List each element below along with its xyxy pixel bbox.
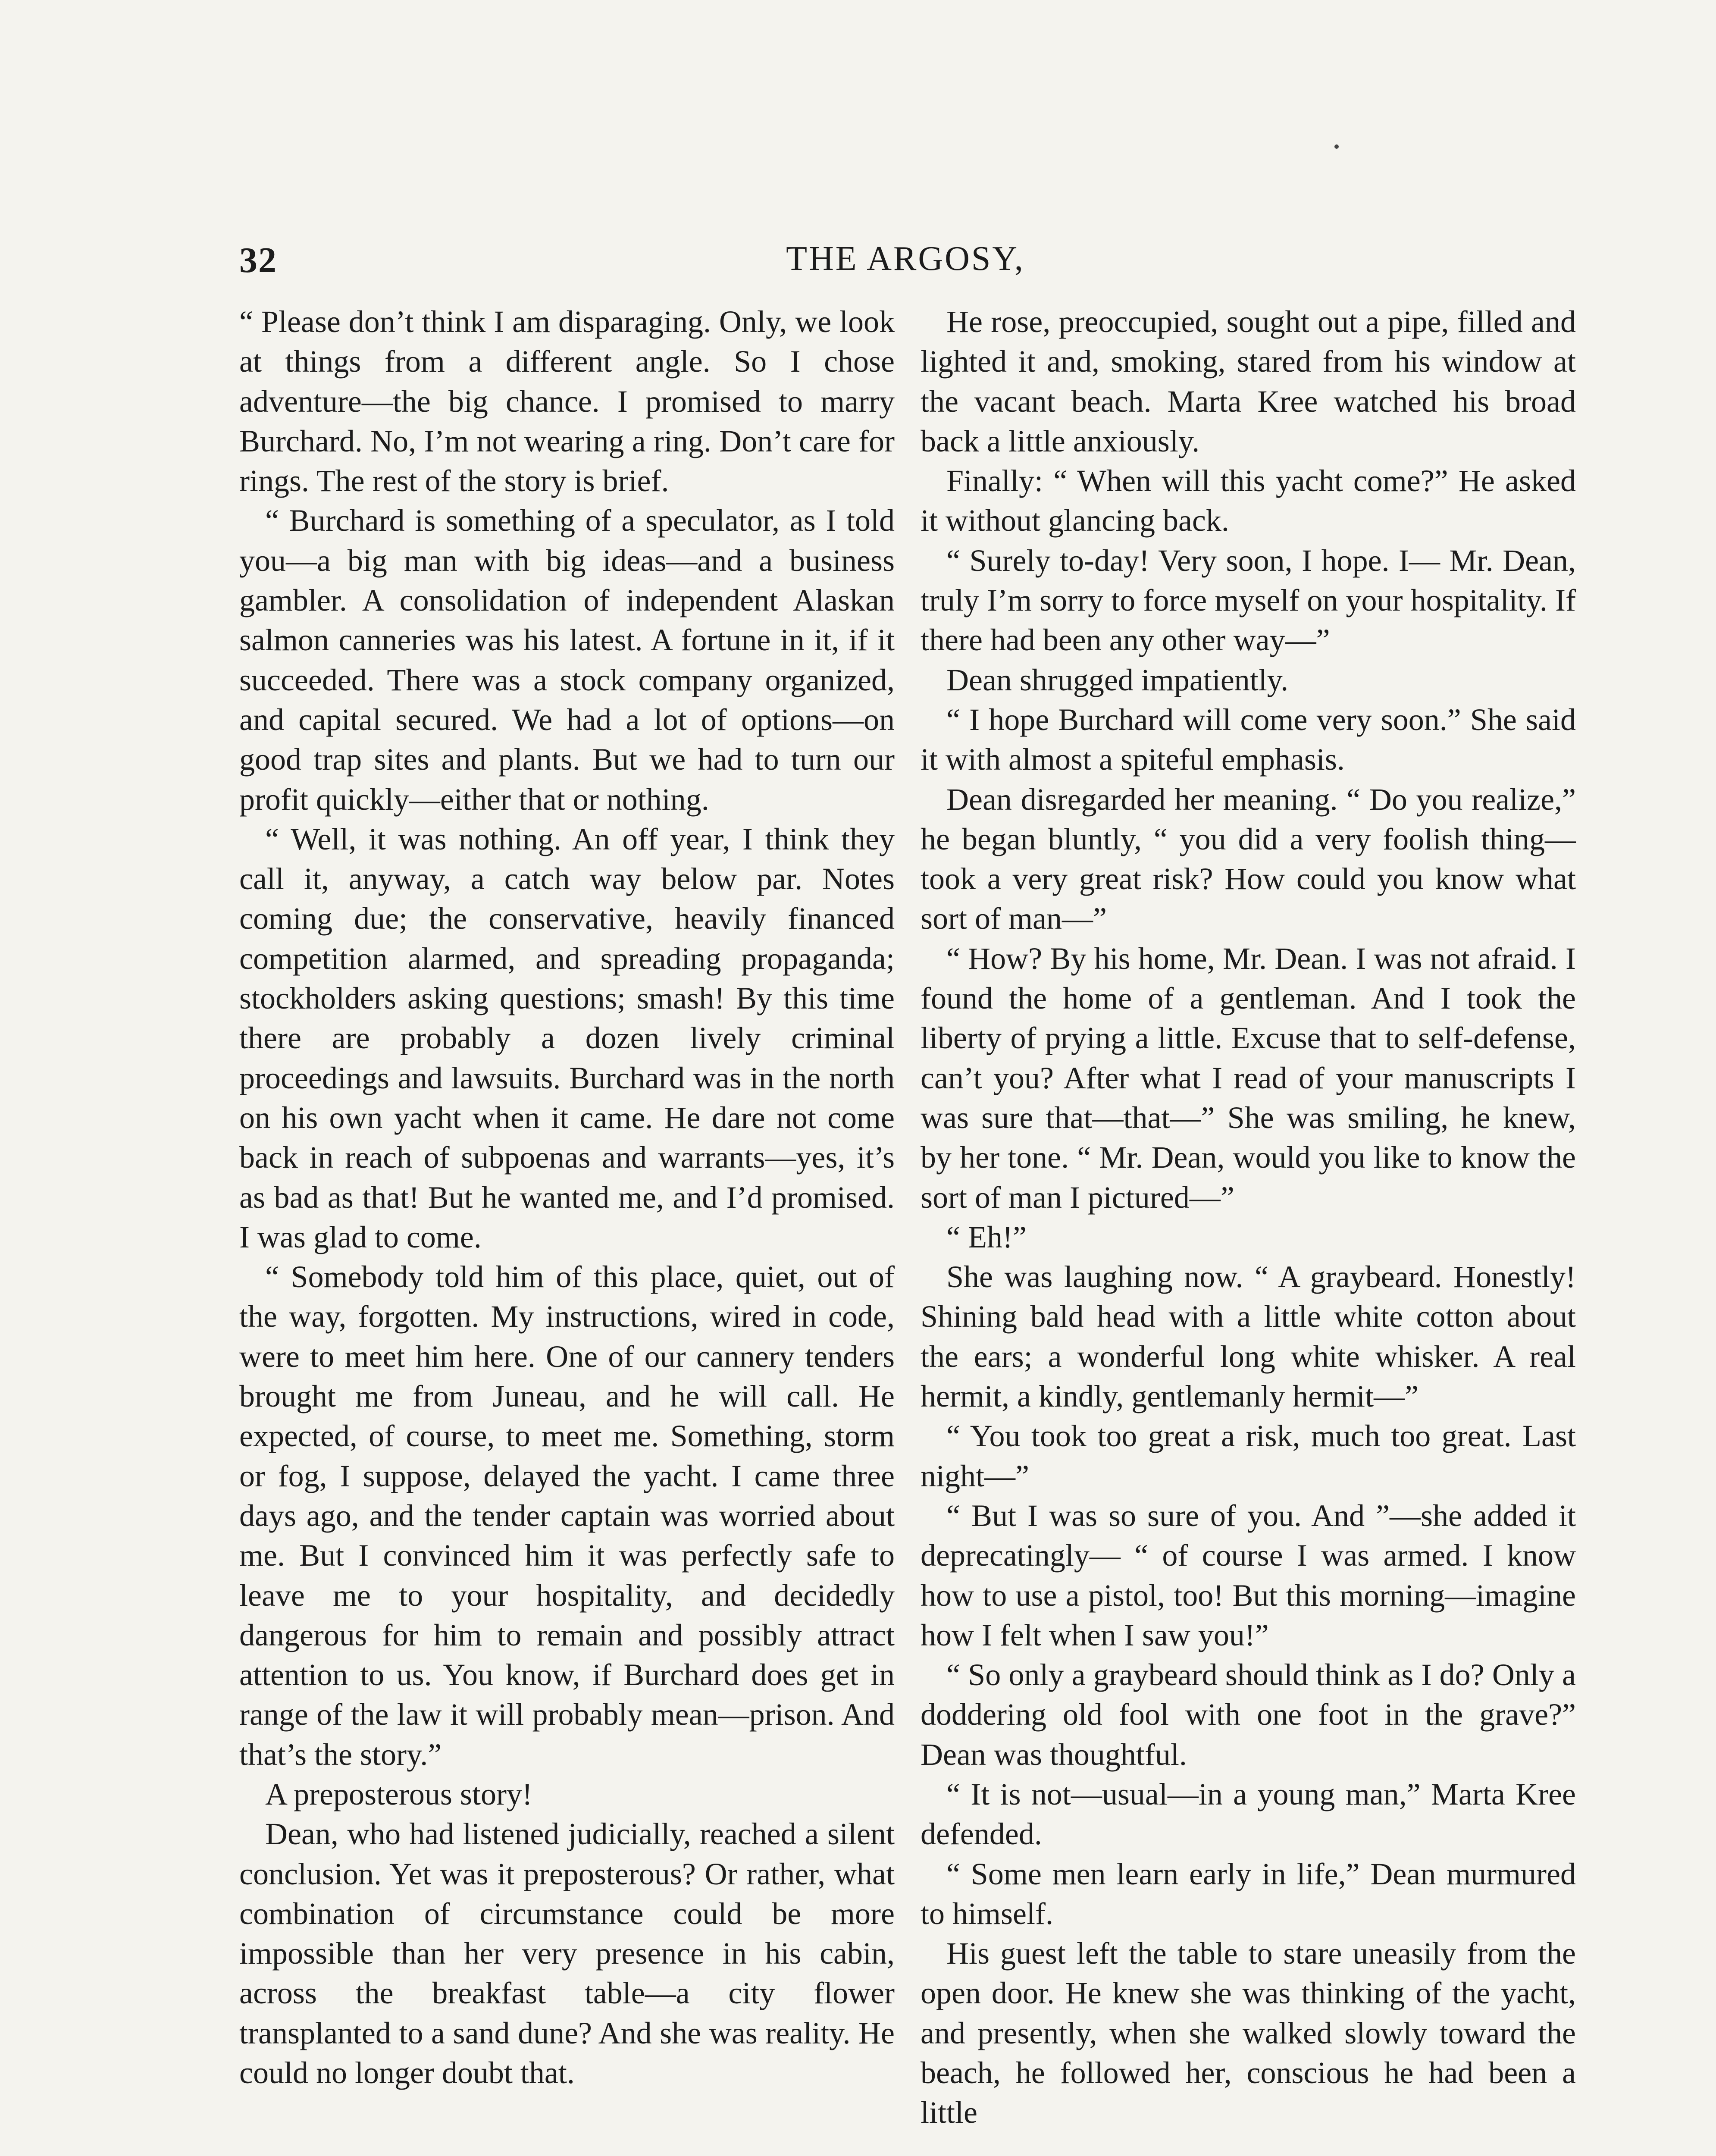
paragraph: “ But I was so sure of you. And ”—she added it deprecatingly— “ of course I was armed. I know how to use a pistol, too! But this morning—imagine how I felt when I saw you!” xyxy=(921,1498,1576,1652)
paragraph: His guest left the table to stare uneasily from the open door. He knew she was thinking of the yacht, and presently, when she walked slowly toward the beach, he followed her, conscious he had been a little xyxy=(921,1936,1576,2130)
paragraph: “ Burchard is something of a speculator, as I told you—a big man with big ideas—and a business gambler. A consolidation of independent Alaskan salmon canneries was his latest. A fortune in it, if it succeeded. There was a stock company organized, and capital secured. We had a lot of options—on good trap sites and plants. But we had to turn our profit quickly—either that or nothing. xyxy=(239,503,895,817)
paragraph: “ Please don’t think I am disparaging. Only, we look at things from a different angle. So I chose adventure—the big chance. I promised to marry Burchard. No, I’m not wearing a ring. Don’t care for rings. The rest of the story is brief. xyxy=(239,304,895,498)
paragraph: Finally: “ When will this yacht come?” He asked it without glancing back. xyxy=(921,464,1576,538)
paragraph: “ So only a graybeard should think as I do? Only a doddering old fool with one foot in the grave?” Dean was thoughtful. xyxy=(921,1658,1576,1772)
left-column xyxy=(239,302,895,2093)
paragraph: “ Well, it was nothing. An off year, I think they call it, anyway, a catch way below par. Notes coming due; the conservative, heavily financed competition alarmed, and spreading propaganda; stockholders asking questions; smash! By this time there are probably a dozen lively criminal proceedings and lawsuits. Burchard was in the north on his own yacht when it came. He dare not come back in reach of subpoenas and warrants—yes, it’s as bad as that! But he wanted me, and I’d promised. I was glad to come. xyxy=(239,821,895,1254)
paragraph: Dean shrugged impatiently. xyxy=(946,662,1289,697)
print-speck xyxy=(1334,144,1339,149)
page-header xyxy=(239,239,1572,287)
paragraph: “ You took too great a risk, much too great. Last night—” xyxy=(921,1419,1576,1493)
paragraph: “ Somebody told him of this place, quiet, out of the way, forgotten. My instructions, wired in code, were to meet him here. One of our cannery tenders brought me from Juneau, and he will call. He expected, of course, to meet me. Something, storm or fog, I suppose, delayed the yacht. I came three days ago, and the tender captain was worried about me. But I convinced him it was perfectly safe to leave me to your hospitality, and decidedly dangerous for him to remain and possibly attract attention to us. You know, if Burchard does get in range of the law it will probably mean—prison. And that’s the story.” xyxy=(239,1260,895,1772)
paragraph: Dean, who had listened judicially, reached a silent conclusion. Yet was it preposterous? Or rather, what combination of circumstance could be more impossible than her very presence in his cabin, across the breakfast table—a city flower transplanted to a sand dune? And she was reality. He could no longer doubt that. xyxy=(239,1817,895,2090)
paragraph: “ Eh!” xyxy=(946,1219,1027,1254)
paragraph: “ I hope Burchard will come very soon.” She said it with almost a spiteful emphasis. xyxy=(921,702,1576,777)
paragraph: “ Some men learn early in life,” Dean murmured to himself. xyxy=(921,1856,1576,1931)
running-title: THE ARGOSY, xyxy=(786,240,1025,278)
paragraph: He rose, preoccupied, sought out a pipe, filled and lighted it and, smoking, stared from his window at the vacant beach. Marta Kree watched his broad back a little anxiously. xyxy=(921,304,1576,458)
paragraph: Dean disregarded her meaning. “ Do you realize,” he began bluntly, “ you did a very foolish thing—took a very great risk? How could you know what sort of man—” xyxy=(921,782,1576,936)
paragraph: “ Surely to-day! Very soon, I hope. I— Mr. Dean, truly I’m sorry to force myself on your hospitality. If there had been any other way—” xyxy=(921,543,1576,658)
paragraph: “ How? By his home, Mr. Dean. I was not afraid. I found the home of a gentleman. And I took the liberty of prying a little. Excuse that to self-defense, can’t you? After what I read of your manuscripts I was sure that—that—” She was smiling, he knew, by her tone. “ Mr. Dean, would you like to know the sort of man I pictured—” xyxy=(921,941,1576,1215)
paragraph: A preposterous story! xyxy=(265,1777,532,1811)
paragraph: She was laughing now. “ A graybeard. Honestly! Shining bald head with a little white cotton about the ears; a wonderful long white whisker. A real hermit, a kindly, gentlemanly hermit—” xyxy=(921,1260,1576,1414)
page-number: 32 xyxy=(239,240,277,280)
right-column xyxy=(921,302,1576,2133)
paragraph: “ It is not—usual—in a young man,” Marta Kree defended. xyxy=(921,1777,1576,1852)
